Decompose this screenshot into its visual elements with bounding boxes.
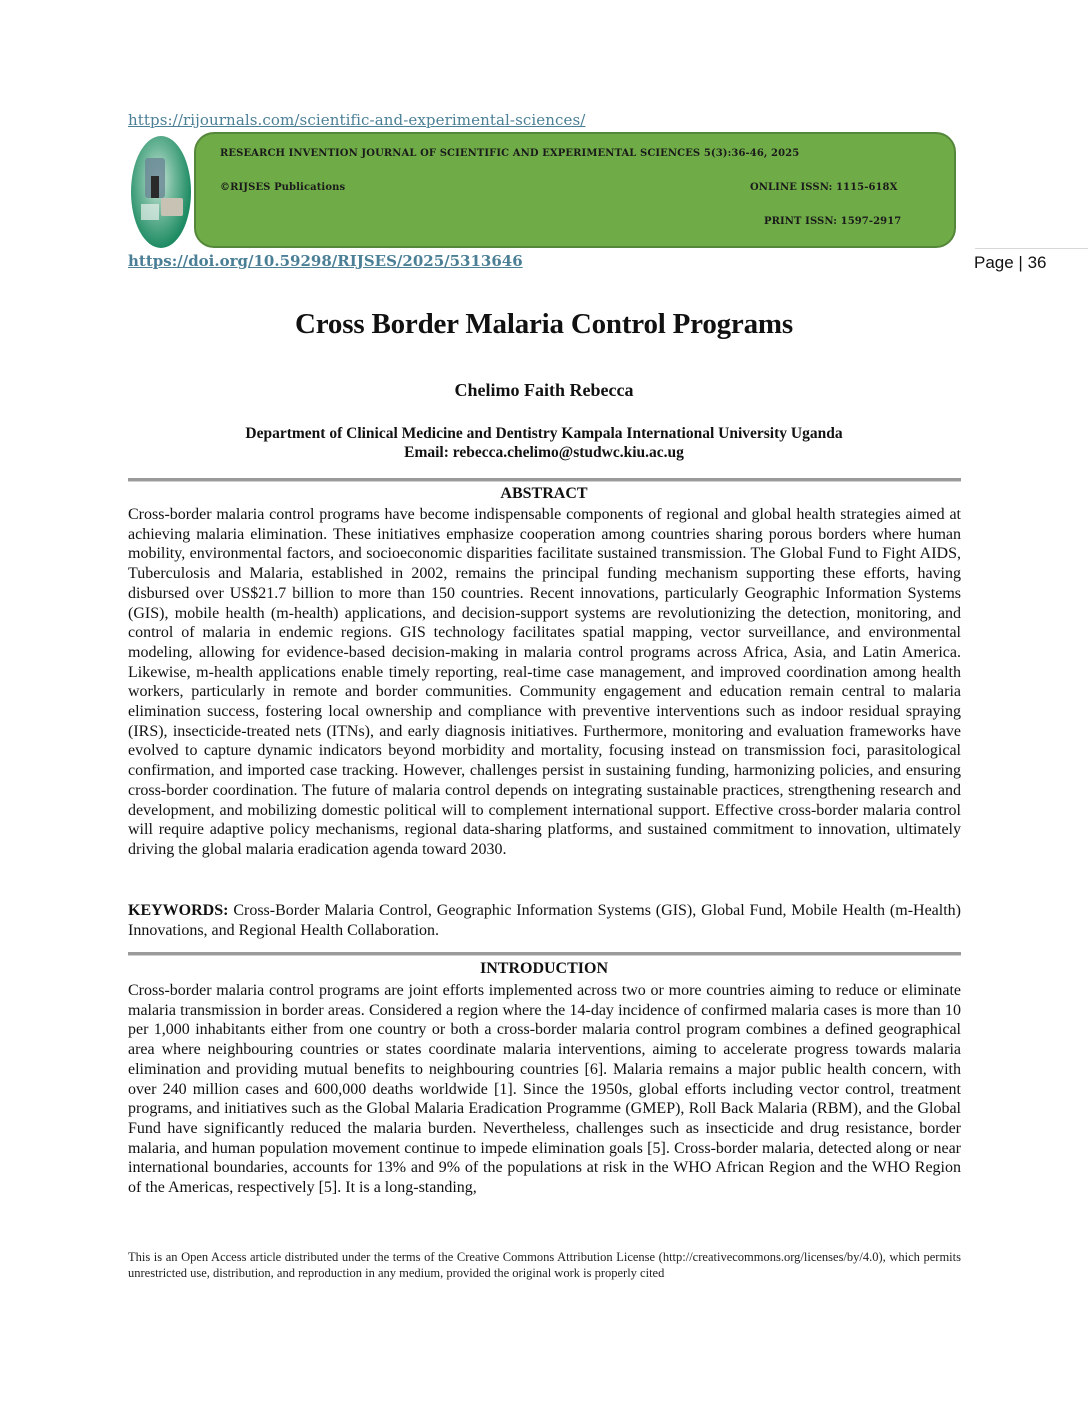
introduction-heading: INTRODUCTION [479,960,608,977]
keywords [128,901,961,940]
keywords-list: Cross-Border Malaria Control, Geographic Information Systems (GIS), Global Fund, Mobile Health (m-Health) Innovations, and Regional Health Collaboration. [128,902,962,939]
introduction-text: Cross-border malaria control programs are joint efforts implemented across two or more countries aiming to reduce or eliminate malaria transmission in border areas. Considered a region where the 14-day incidence of confirmed malaria cases is more than 10 per 1,000 inhabitants either from one country or both a cross-border malaria control program combines a defined geographical area where neighbouring countries or states coordinate malaria interventions, aiming to accelerate progress towards malaria elimination and providing mutual benefits to neighbouring countries [6]. Malaria remains a major public health concern, with over 240 million cases and 600,000 deaths worldwide [1]. Since the 1950s, global efforts including vector control, treatment programs, and initiatives such as the Global Malaria Eradication Programme (GMEP), Roll Back Malaria (RBM), and the Global Fund have significantly reduced the malaria burden. Nevertheless, challenges such as insecticide and drug resistance, border malaria, and human population movement continue to impede elimination goals [5]. Cross-border malaria, detected along or near international boundaries, accounts for 13% and 9% of the populations at risk in the WHO African Region and the WHO Region of the Americas, respectively [5]. It is a long-standing, [128,982,961,1197]
author-affiliation: Department of Clinical Medicine and Dentistry Kampala International University Uganda [245,425,843,442]
article-title: Cross Border Malaria Control Programs [295,308,793,340]
journal-banner [194,132,956,248]
online-issn: ONLINE ISSN: 1115-618X [750,182,898,193]
author-email: Email: rebecca.chelimo@studwc.kiu.ac.ug [404,444,684,461]
logo-figure [151,176,159,198]
publisher: ©RIJSES Publications [220,182,346,193]
journal-site-link[interactable]: https://rijournals.com/scientific-and-experimental-sciences/ [128,111,586,129]
section-divider [128,478,961,482]
doi-link[interactable]: https://doi.org/10.59298/RIJSES/2025/5313646 [128,252,523,270]
author-name: Chelimo Faith Rebecca [454,380,634,400]
page-number: Page | 36 [974,253,1047,272]
logo-figure [161,198,183,216]
abstract-heading: ABSTRACT [500,485,588,502]
journal-logo [131,136,191,248]
license-notice: This is an Open Access article distributed under the terms of the Creative Commons Attribution License (http://creativecommons.org/licenses/by/4.0), which permits unrestricted use, distribution, and reproduction in any medium, provided the original work is properly cited [128,1250,961,1280]
section-divider [128,952,961,956]
keywords-label: KEYWORDS: [128,902,229,919]
abstract-text: Cross-border malaria control programs have become indispensable components of regional and global health strategies aimed at achieving malaria elimination. These initiatives emphasize cooperation among countries sharing porous borders where human mobility, environmental factors, and socioeconomic disparities facilitate sustained transmission. The Global Fund to Fight AIDS, Tuberculosis and Malaria, established in 2002, remains the principal funding mechanism supporting these efforts, having disbursed over US$21.7 billion to more than 150 countries. Recent innovations, particularly Geographic Information Systems (GIS), mobile health (m-health) applications, and decision-support systems are revolutionizing the detection, monitoring, and control of malaria in endemic regions. GIS technology facilitates spatial mapping, vector surveillance, and environmental modeling, allowing for evidence-based decision-making in malaria control programs across Africa, Asia, and Latin America. Likewise, m-health applications enable timely reporting, real-time case management, and improved coordination among health workers, particularly in remote and border communities. Community engagement and education remain central to malaria elimination success, fostering local ownership and compliance with preventive interventions such as indoor residual spraying (IRS), insecticide-treated nets (ITNs), and early diagnosis initiatives. Furthermore, monitoring and evaluation frameworks have evolved to capture dynamic indicators beyond morbidity and mortality, focusing instead on transmission foci, parasitological confirmation, and imported case tracking. However, challenges persist in sustaining funding, harmonizing policies, and ensuring cross-border coordination. The future of malaria control depends on integrating sustainable practices, strengthening research and development, and mobilizing domestic political will to complement international support. Effective cross-border malaria control will require adaptive policy mechanisms, regional data-sharing platforms, and sustained commitment to innovation, ultimately driving the global malaria eradication agenda toward 2030. [128,506,961,858]
print-issn: PRINT ISSN: 1597-2917 [764,216,902,227]
logo-figure [141,204,159,220]
journal-title: RESEARCH INVENTION JOURNAL OF SCIENTIFIC AND EXPERIMENTAL SCIENCES 5(3):36-46, 2025 [220,148,800,159]
page-number-divider [975,248,1088,249]
